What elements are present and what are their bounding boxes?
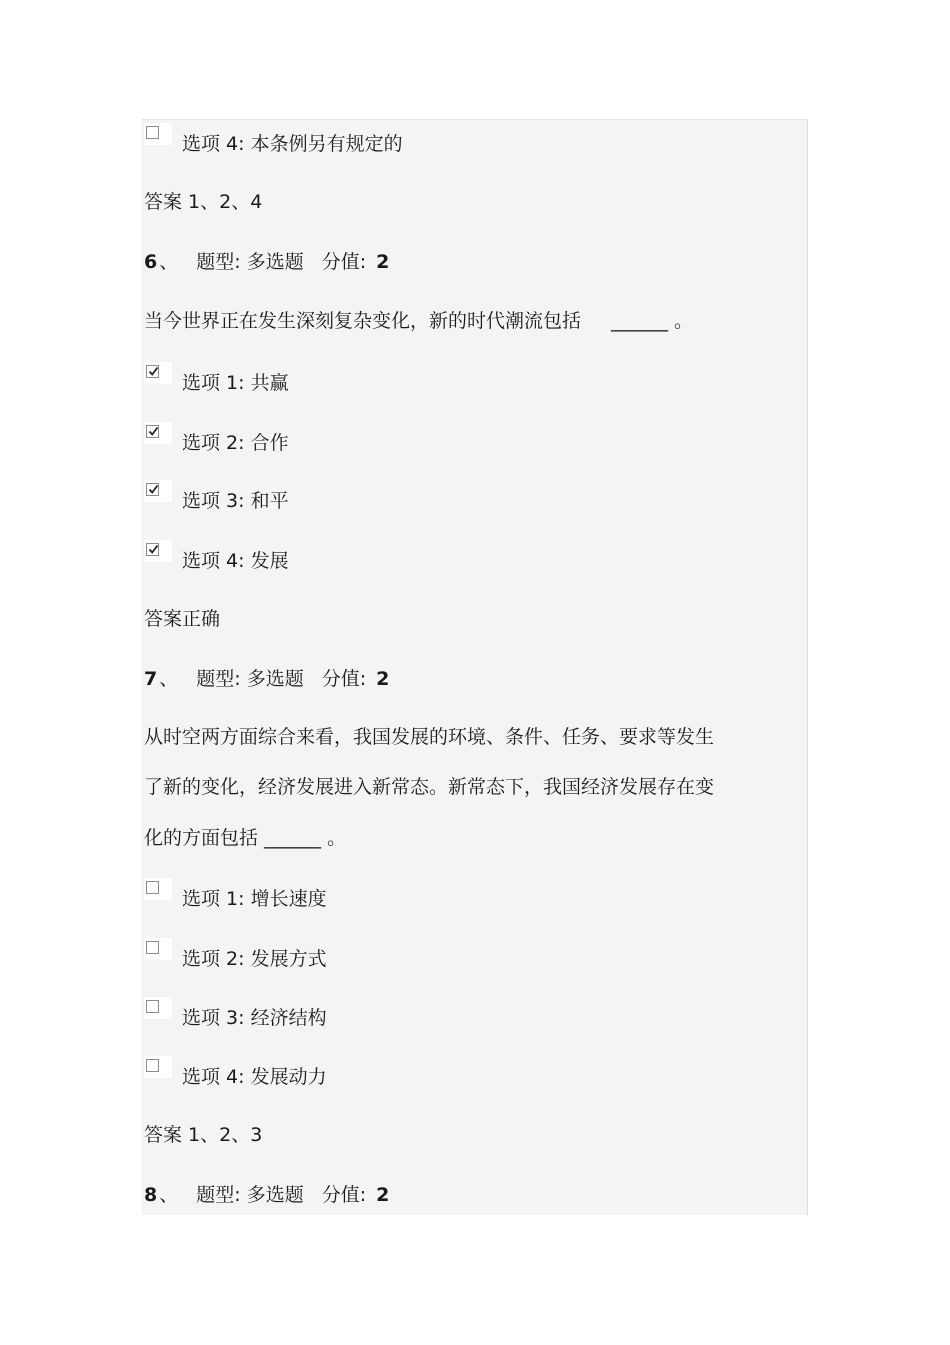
score-value: 2: [376, 668, 390, 690]
check-icon: [148, 366, 159, 377]
option-label: 选项 1: 增长速度: [182, 888, 327, 910]
checkbox-checked[interactable]: [146, 425, 159, 438]
answer-text: 答案 1、2、4: [144, 191, 263, 213]
score-label: 分值:: [321, 251, 367, 273]
option-label: 选项 2: 发展方式: [182, 948, 327, 970]
checkbox-checked[interactable]: [146, 543, 159, 556]
checkbox[interactable]: [144, 1056, 172, 1078]
question-header: [144, 666, 389, 692]
stem-blank: ______ 。: [611, 310, 694, 332]
checkbox[interactable]: [144, 123, 172, 145]
checkbox-box[interactable]: [146, 881, 159, 894]
option-label: 选项 4: 发展动力: [182, 1066, 327, 1088]
question-stem-line: 从时空两方面综合来看，我国发展的环境、条件、任务、要求等发生: [144, 726, 715, 748]
checkbox[interactable]: [144, 362, 172, 384]
checkbox[interactable]: [144, 938, 172, 960]
option-label: 选项 3: 经济结构: [182, 1007, 327, 1029]
number-separator: 、: [159, 251, 179, 273]
question-header: [144, 1182, 389, 1208]
check-icon: [148, 544, 159, 555]
checkbox-box[interactable]: [146, 1000, 159, 1013]
checkbox[interactable]: [144, 997, 172, 1019]
option-label: 选项 3: 和平: [182, 490, 289, 512]
question-type: 题型: 多选题: [196, 1184, 304, 1206]
number-separator: 、: [159, 668, 179, 690]
question-number: 6: [144, 251, 158, 273]
answer-text: 答案 1、2、3: [144, 1124, 263, 1146]
score-value: 2: [376, 251, 390, 273]
question-stem: [144, 308, 693, 334]
question-type: 题型: 多选题: [196, 668, 304, 690]
option-label: 选项 4: 本条例另有规定的: [182, 133, 403, 155]
checkbox-checked[interactable]: [146, 365, 159, 378]
checkbox[interactable]: [144, 878, 172, 900]
score-label: 分值:: [321, 668, 367, 690]
option-label: 选项 1: 共赢: [182, 372, 289, 394]
checkbox-box[interactable]: [146, 126, 159, 139]
checkbox[interactable]: [144, 540, 172, 562]
checkbox[interactable]: [144, 480, 172, 502]
option-label: 选项 2: 合作: [182, 432, 289, 454]
checkbox-box[interactable]: [146, 1059, 159, 1072]
checkbox-checked[interactable]: [146, 483, 159, 496]
checkbox[interactable]: [144, 422, 172, 444]
check-icon: [148, 484, 159, 495]
question-header: [144, 249, 389, 275]
check-icon: [148, 426, 159, 437]
question-type: 题型: 多选题: [196, 251, 304, 273]
answer-text: 答案正确: [144, 608, 221, 630]
stem-text: 当今世界正在发生深刻复杂变化，新的时代潮流包括: [144, 310, 582, 332]
question-stem-line: 了新的变化，经济发展进入新常态。新常态下，我国经济发展存在变: [144, 776, 715, 798]
score-value: 2: [376, 1184, 390, 1206]
question-stem-line: 化的方面包括 ______ 。: [144, 827, 347, 849]
score-label: 分值:: [321, 1184, 367, 1206]
checkbox-box[interactable]: [146, 941, 159, 954]
number-separator: 、: [159, 1184, 179, 1206]
question-number: 8: [144, 1184, 158, 1206]
option-label: 选项 4: 发展: [182, 550, 289, 572]
question-number: 7: [144, 668, 158, 690]
